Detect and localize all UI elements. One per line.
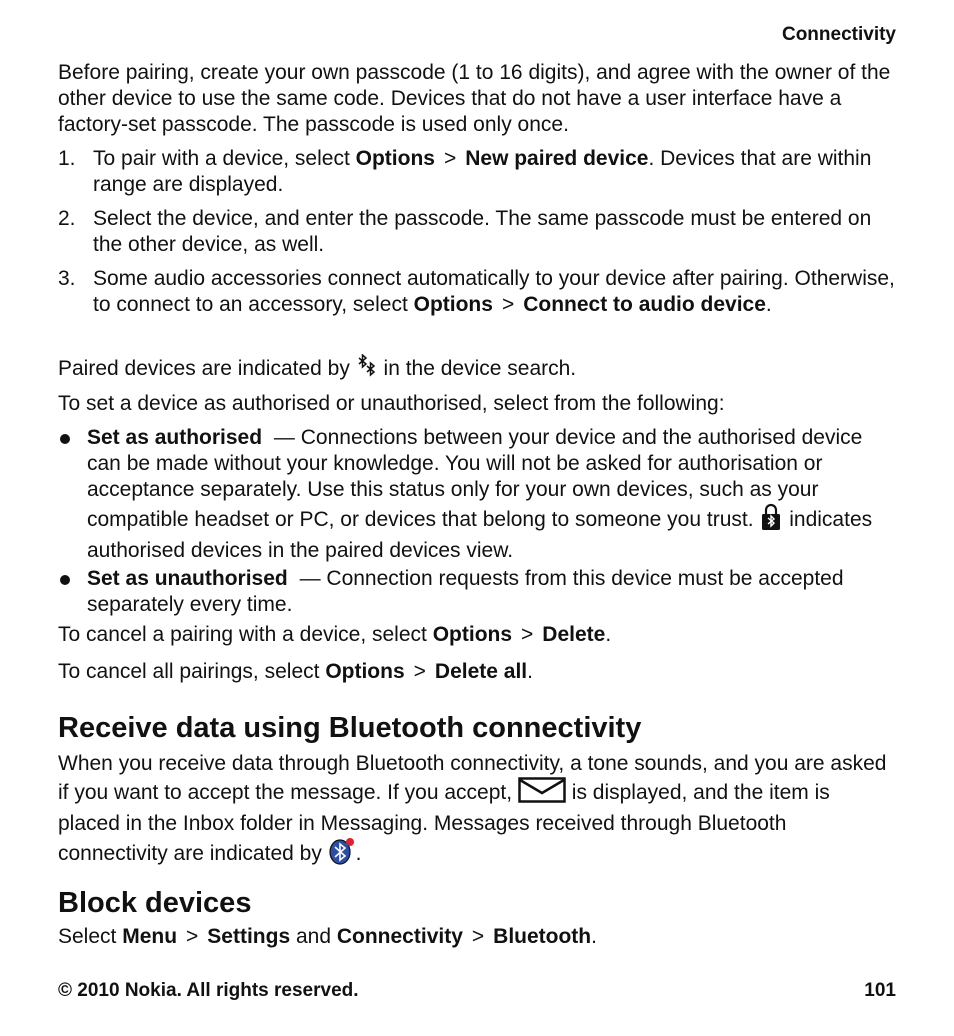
bullet-icon: [60, 575, 70, 585]
step-1: [58, 146, 896, 198]
envelope-icon: [518, 777, 566, 810]
copyright-text: © 2010 Nokia. All rights reserved.: [58, 980, 359, 1001]
cancel-pairing-paragraph: [58, 622, 896, 648]
menu-separator: >: [471, 925, 485, 948]
step-2: [58, 206, 896, 258]
authorised-device-icon: [759, 503, 783, 538]
menu-separator: >: [443, 147, 457, 170]
menu-path-connectivity: Connectivity: [336, 925, 463, 948]
menu-path-settings: Settings: [207, 925, 291, 948]
step-number: 3.: [58, 267, 76, 290]
authorise-intro: To set a device as authorised or unauthorised, select from the following:: [58, 392, 725, 415]
paired-text-end: in the device search.: [383, 357, 577, 381]
paired-text: Paired devices are indicated by: [58, 357, 350, 381]
block-text-end: .: [591, 925, 597, 948]
step-text: Select the device, and enter the passcode. The same passcode must be entered on the other device, as well.: [93, 207, 872, 256]
step-3: [58, 266, 896, 318]
cancel-all-text-end: .: [527, 660, 533, 683]
option-term: Set as unauthorised: [87, 567, 288, 590]
option-text: Connections between your device and the authorised device can be made without your knowledge. You will not be asked for authorisation or acceptance separately. Use this status only for your own devices, such as your compatible headset or PC, or devices that belong to someone you trust.: [87, 426, 863, 532]
option-set-as-unauthorised: [58, 566, 896, 618]
menu-path-bluetooth: Bluetooth: [493, 925, 592, 948]
cancel-text: To cancel a pairing with a device, select: [58, 623, 433, 646]
step-text: Some audio accessories connect automatically to your device after pairing. Otherwise, to connect to an accessory, select: [93, 267, 895, 316]
block-devices-heading: Block devices: [58, 887, 252, 919]
block-text: Select: [58, 925, 123, 948]
authorisation-options: [58, 425, 896, 620]
step-number: 2.: [58, 207, 76, 230]
bluetooth-message-icon: [328, 837, 356, 872]
option-set-as-authorised: [58, 425, 896, 564]
step-text-end: . Devices that are within range are displayed.: [93, 147, 872, 196]
menu-path-options: Options: [355, 147, 435, 170]
receive-text-middle: is displayed, and the item is placed in the Inbox folder in Messaging. Messages received through Bluetooth connectivity are indicated by: [58, 781, 830, 866]
menu-path-options: Options: [325, 660, 405, 683]
block-text-and: and: [290, 925, 337, 948]
page-footer: [58, 978, 896, 1004]
option-dash: —: [299, 567, 321, 590]
menu-path-menu: Menu: [122, 925, 178, 948]
paired-indicator-paragraph: [58, 354, 896, 385]
menu-separator: >: [501, 293, 515, 316]
menu-separator: >: [521, 623, 534, 646]
option-text: Connection requests from this device must be accepted separately every time.: [87, 567, 844, 616]
section-header: Connectivity: [781, 24, 896, 45]
block-devices-paragraph: [58, 924, 896, 950]
intro-paragraph: Before pairing, create your own passcode (1 to 16 digits), and agree with the owner of the other device to use the same code. Devices that do not have a user interface have a factory-set passcode. The passcode is used only once.: [58, 61, 891, 136]
option-dash: —: [273, 426, 295, 449]
cancel-all-text: To cancel all pairings, select: [58, 660, 326, 683]
receive-data-heading: Receive data using Bluetooth connectivity: [58, 712, 642, 744]
step-text: To pair with a device, select: [93, 147, 356, 170]
cancel-text-end: .: [605, 623, 612, 646]
menu-path-delete-all: Delete all: [434, 660, 528, 683]
step-text-end: .: [765, 293, 772, 316]
receive-text: When you receive data through Bluetooth connectivity, a tone sounds, and you are asked if you want to accept the message. If you accept,: [58, 752, 887, 805]
menu-path-new-paired-device: New paired device: [465, 147, 649, 170]
menu-path-options: Options: [413, 293, 493, 316]
menu-path-delete: Delete: [542, 623, 606, 646]
menu-separator: >: [186, 925, 199, 948]
bluetooth-paired-icon: [356, 354, 378, 385]
cancel-all-paragraph: [58, 659, 896, 685]
option-term: Set as authorised: [87, 426, 263, 449]
option-text-end: indicates authorised devices in the paired devices view.: [87, 508, 873, 562]
menu-separator: >: [413, 660, 426, 683]
step-number: 1.: [58, 147, 76, 170]
receive-data-paragraph: [58, 750, 896, 872]
bullet-icon: [60, 434, 70, 444]
page-number: 101: [864, 980, 896, 1001]
menu-path-connect-to-audio-device: Connect to audio device: [523, 293, 766, 316]
receive-text-end: .: [355, 842, 362, 866]
pairing-steps: [58, 146, 896, 326]
menu-path-options: Options: [432, 623, 513, 646]
